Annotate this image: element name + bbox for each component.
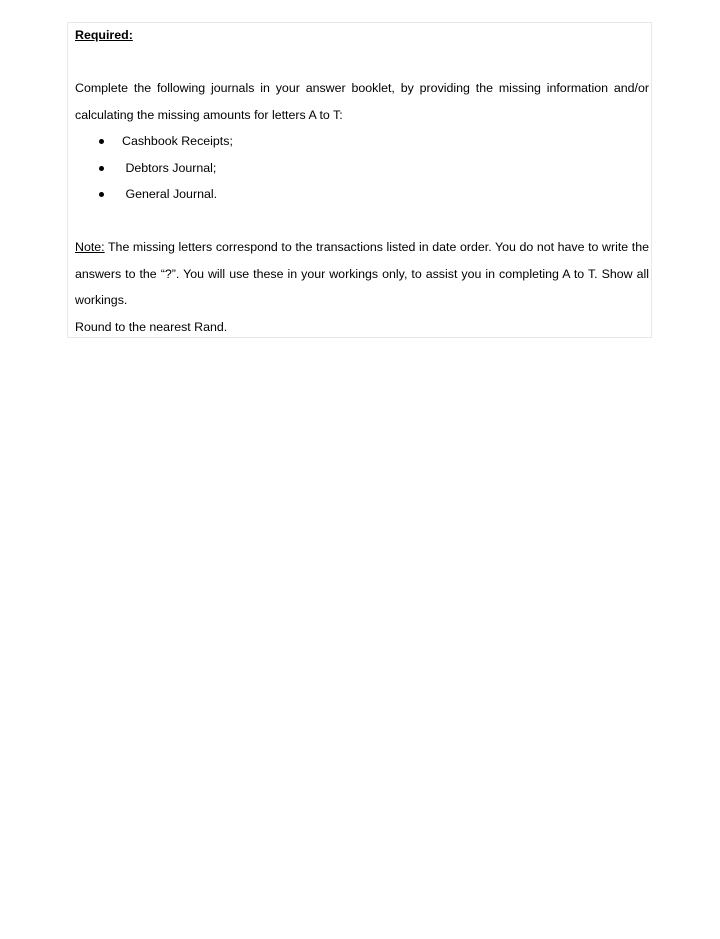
note-paragraph: [75, 234, 649, 314]
list-item: [75, 181, 649, 208]
bullet-icon: [99, 192, 104, 197]
journal-general: General Journal.: [122, 187, 218, 201]
spacer: [75, 208, 649, 235]
note-text: The missing letters correspond to the transactions listed in date order. You do not have to write the answers to the “?”. You will use these in your workings only, to assist you in completing A to T. Show all workings.: [75, 240, 649, 307]
journal-cashbook-receipts: Cashbook Receipts;: [122, 134, 233, 148]
list-item: [75, 128, 649, 155]
note-label: Note:: [75, 240, 105, 254]
spacer: [75, 49, 649, 76]
bullet-icon: [99, 166, 104, 171]
rounding-instruction: Round to the nearest Rand.: [75, 319, 228, 334]
journal-list: [75, 128, 649, 208]
required-section-content: [75, 23, 649, 340]
required-heading: Required:: [75, 28, 133, 42]
bullet-icon: [99, 139, 104, 144]
instruction-paragraph: Complete the following journals in your answer booklet, by providing the missing information and/or calculating the missing amounts for letters A to T:: [75, 81, 649, 122]
journal-debtors: Debtors Journal;: [122, 160, 217, 175]
required-section-box: [67, 22, 652, 338]
list-item: [75, 155, 649, 182]
